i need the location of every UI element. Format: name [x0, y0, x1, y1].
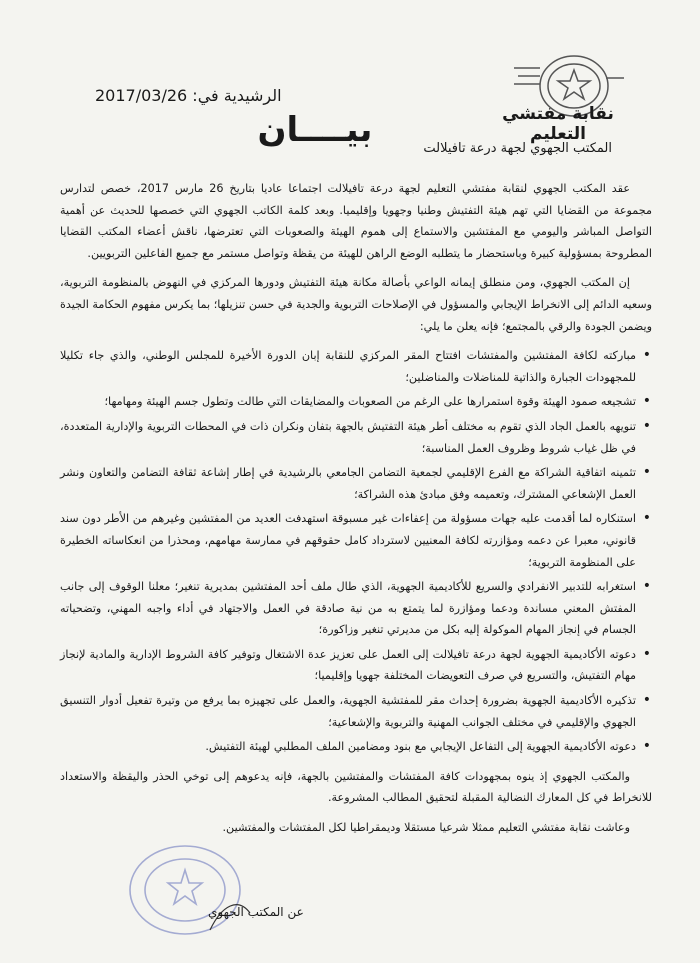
list-item: • تذكيره الأكاديمية الجهوية بضرورة إحداث مقر للمفتشية الجهوية، والعمل على تجهيزه بما يرفع من وتيرة تفعيل أدوار التنسيق الجهوي والإقليمي في مختلف الجوانب المهنية والتربوية والإشعاعية؛ — [60, 690, 636, 733]
document-date: الرشيدية في: 2017/03/26 — [95, 86, 282, 105]
list-item: • دعوته الأكاديمية الجهوية لجهة درعة تافيلالت إلى العمل على تعزيز عدة الاشتغال وتوفير كافة الشروط الإدارية والمادية لإنجاز مهام التفتيش، والتسريع في صرف التعويضات المختلفة جهويا وإقليميا؛ — [60, 644, 636, 687]
list-item: • مباركته لكافة المفتشين والمفتشات افتتاح المقر المركزي للنقابة إبان الدورة الأخيرة للمجلس الوطني، والذي جاء تكليلا للمجهودات الجبارة والذاتية للمناضلات والمناضلين؛ — [60, 345, 636, 388]
paragraph: والمكتب الجهوي إذ ينوه بمجهودات كافة المفتشات والمفتشين بالجهة، فإنه يدعوهم إلى توخي الحذر واليقظة والاستعداد للانخراط في كل المعارك النضالية المقبلة لتحقيق المطالب المشروعة. — [60, 769, 652, 805]
document-subtitle: المكتب الجهوي لجهة درعة تافيلالت — [423, 141, 612, 156]
signature-line: عن المكتب الجهوي — [208, 905, 304, 919]
list-item: • استغرابه للتدبير الانفرادي والسريع للأكاديمية الجهوية، الذي طال ملف أحد المفتشين بمديرية تنغير؛ معلنا الوقوف إلى جانب المفتش المعني مساندة ودعما ومؤازرة لما يتمتع به من نية صادقة في العمل والاجتهاد في أداء واجبه المهني، وتضحياته الجسام في إنجاز المهام الموكولة إليه بكل من مديرتي تنغير وزاكورة؛ — [60, 576, 636, 641]
document-title: بيــــان — [257, 110, 373, 150]
list-item: • تشجيعه صمود الهيئة وقوة استمرارها على الرغم من الصعوبات والمضايقات التي طالت وتطول جسم الهيئة ومهامها؛ — [60, 391, 636, 413]
logo-caption: نقابة مفتشي التعليم — [502, 104, 614, 144]
paragraph: عقد المكتب الجهوي لنقابة مفتشي التعليم لجهة درعة تافيلالت اجتماعا عاديا بتاريخ 26 مارس 2017، خصص لتدارس مجموعة من القضايا التي تهم هيئة التفتيش وطنيا وجهويا وإقليميا. وبعد كلمة الكاتب الجهوي التي خصصها للحديث عن أهمية التواصل المباشر واليومي مع المفتشين والاستماع إلى هموم الهيئة والصعوبات التي تعترضها، ناقش أعضاء المكتب القضايا المطروحة بمسؤولية كبيرة وباستحضار ما يتطلبه الوضع الراهن للهيئة من يقظة وتواصل مستمر مع جميع الفاعلين التربويين. — [60, 182, 652, 260]
list-item: • استنكاره لما أقدمت عليه جهات مسؤولة من إعفاءات غير مسبوقة استهدفت العديد من المفتشين وغيرهم من الأطر دون سند قانوني، معبرا عن دعمه ومؤازرته لكافة المعنيين لاسترداد كامل حقوقهم في ممارسة مهامهم، ومحذرا من انعكاساته الخطيرة على المنظومة التربوية؛ — [60, 508, 636, 573]
list-item: • تنويهه بالعمل الجاد الذي تقوم به مختلف أطر هيئة التفتيش بالجهة بتفان ونكران ذات في المحطات التربوية والإدارية المتعددة، في ظل غياب شروط وظروف العمل المناسبة؛ — [60, 416, 636, 459]
paragraph: وعاشت نقابة مفتشي التعليم ممثلا شرعيا مستقلا وديمقراطيا لكل المفتشات والمفتشين. — [222, 821, 630, 835]
list-item: • دعوته الأكاديمية الجهوية إلى التفاعل الإيجابي مع بنود ومضامين الملف المطلبي لهيئة التفتيش. — [60, 736, 636, 758]
document-body — [60, 178, 652, 847]
list-item: • تثمينه اتفاقية الشراكة مع الفرع الإقليمي لجمعية التضامن الجامعي بالرشيدية في إطار إشاعة ثقافة التضامن والتعاون ونشر العمل الإشعاعي المشترك، وتعميمه وفق مبادئ هذه الشراكة؛ — [60, 462, 636, 505]
paragraph: إن المكتب الجهوي، ومن منطلق إيمانه الواعي بأصالة مكانة هيئة التفتيش ودورها المركزي في النهوض بالمنظومة التربوية، وسعيه الدائم إلى الانخراط الإيجابي والمسؤول في الإصلاحات التربوية والجدية في حسن تنزيلها؛ بما يكرس مفهوم الحكامة الجيدة ويضمن الجودة والرقي بالمجتمع؛ فإنه يعلن ما يلي: — [60, 276, 652, 333]
stamp-seal — [110, 835, 260, 950]
declaration-list — [60, 345, 652, 758]
